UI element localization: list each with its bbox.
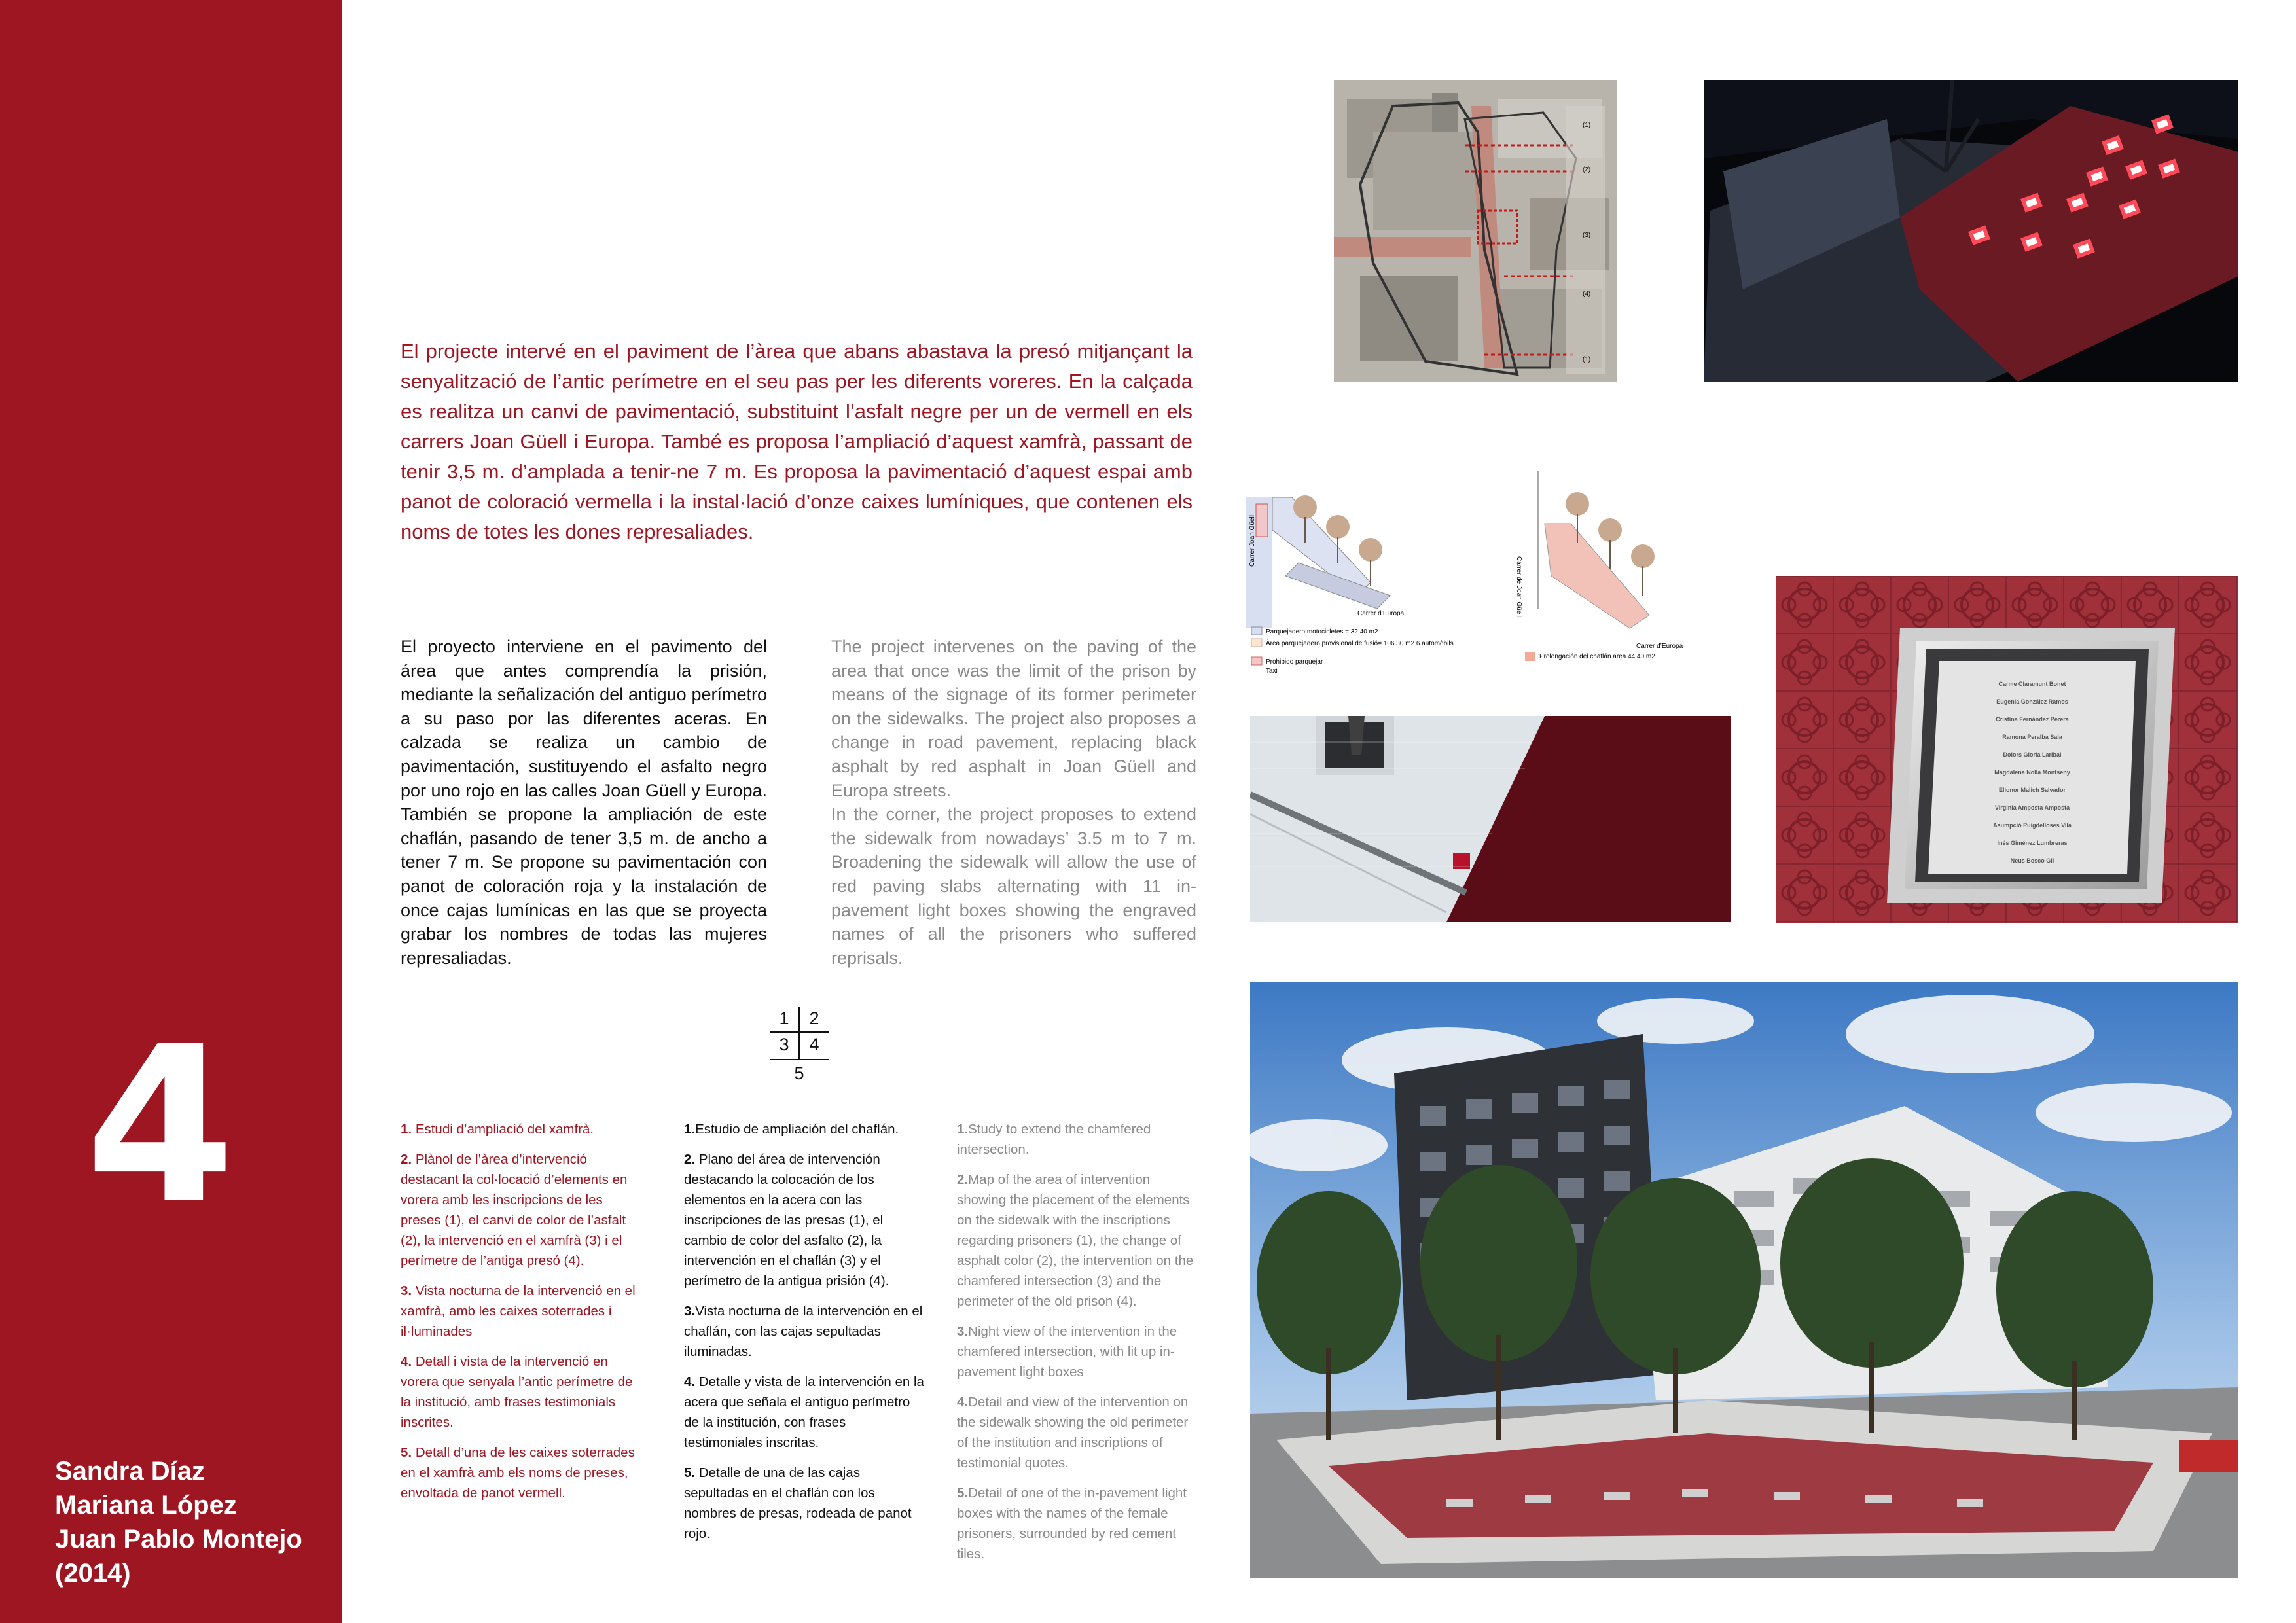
plaque-name: Inés Giménez Lumbreras	[1997, 840, 2068, 846]
caption-item: 4. Detalle y vista de la intervención en la acera que señala el antiguo perímetro de la institución, con frases testimoniales inscritas.	[684, 1374, 924, 1450]
plan-legend: Àrea parquejadero provisional de fusió= 106.30 m2 6 automòbils	[1266, 640, 1454, 647]
grid-key-vertical-line	[798, 1007, 800, 1059]
project-year: (2014)	[55, 1559, 131, 1588]
text-spanish	[401, 635, 767, 970]
map-marker: (4)	[1583, 291, 1591, 298]
plaque-name: Virginia Amposta Amposta	[1994, 804, 2070, 811]
street-label: Carrer de Joan Güell	[1515, 556, 1522, 617]
plaque-name: Carme Claramunt Bonet	[1998, 681, 2066, 687]
author-name: Sandra Díaz	[55, 1457, 205, 1486]
paragraph-english-2: In the corner, the project proposes to extend the sidewalk from nowadays’ 3.5 m to 7 m. Broadening the sidewalk will allow the use of red paving slabs alternating with 11 in-pavement light boxes showing the engraved names of all the prisoners who suffered reprisals.	[831, 804, 1196, 968]
plan-legend: Taxi	[1266, 668, 1278, 675]
caption-item: 4.Detail and view of the intervention on the sidewalk showing the old perimeter of the institution and inscriptions of testimonial quotes.	[957, 1395, 1189, 1471]
authors-list	[55, 1454, 330, 1590]
map-marker: (1)	[1583, 356, 1591, 363]
plan-study-image	[1246, 458, 1495, 677]
grid-key-4: 4	[809, 1035, 819, 1054]
map-marker: (3)	[1583, 232, 1591, 239]
sidebar-panel	[0, 0, 342, 1623]
plaque-name: Eugenia González Ramos	[1996, 698, 2068, 705]
night-view-image	[1704, 80, 2238, 382]
author-name: Mariana López	[55, 1491, 237, 1520]
figure-grid-key	[770, 1007, 829, 1085]
plaque-name: Dolors Giorla Laribal	[2003, 751, 2062, 758]
caption-item: 3.Night view of the intervention in the chamfered intersection, with lit up in-pavement light boxes	[957, 1324, 1177, 1380]
plaque-name: Neus Bosco Gil	[2010, 857, 2054, 864]
light-box-plaque-image	[1776, 576, 2238, 923]
author-name: Juan Pablo Montejo	[55, 1525, 302, 1554]
plaque-name: Ramona Peralba Sala	[2002, 734, 2062, 740]
captions-spanish	[684, 1119, 926, 1554]
grid-key-5: 5	[794, 1063, 804, 1083]
project-number: 4	[85, 1000, 229, 1251]
grid-key-1: 1	[779, 1008, 789, 1028]
grid-key-horizontal-line	[770, 1059, 829, 1060]
caption-item: 3.Vista nocturna de la intervención en el chaflán, con las cajas sepultadas iluminadas.	[684, 1304, 923, 1359]
plaque-name: Cristina Fernández Perera	[1996, 716, 2069, 722]
caption-item: 1.Study to extend the chamfered intersection.	[957, 1122, 1151, 1157]
caption-item: 5.Detail of one of the in-pavement light boxes with the names of the female prisoners, surrounded by red cement tiles.	[957, 1486, 1187, 1561]
caption-item: 1. Estudi d’ampliació del xamfrà.	[401, 1122, 594, 1137]
map-marker: (2)	[1583, 166, 1591, 173]
grid-key-3: 3	[779, 1035, 789, 1054]
captions-english	[957, 1119, 1199, 1574]
aerial-map-image	[1334, 80, 1617, 382]
sidewalk-detail-image	[1250, 716, 1731, 922]
street-render-image	[1250, 982, 2238, 1578]
caption-item: 5. Detalle de una de las cajas sepultadas en el chaflán con los nombres de presas, rodeada de panot rojo.	[684, 1465, 912, 1541]
paragraph-english-1: The project intervenes on the paving of the area that once was the limit of the prison by means of the signage of its former perimeter on the sidewalks. The project also proposes a change in road pavement, replacing black asphalt by red asphalt in Joan Güell and Europa streets.	[831, 637, 1196, 800]
caption-item: 2. Plano del área de intervención destacando la colocación de los elementos en la acera con las inscripciones de las presas (1), el cambio de color del asfalto (2), la intervención en el chaflán (3) y el perímetro de la antigua prisión (4).	[684, 1152, 889, 1289]
caption-item: 2.Map of the area of intervention showing the placement of the elements on the sidewalk with the inscriptions regarding prisoners (1), the change of asphalt color (2), the intervention on the chamfered intersection (3) and the perimeter of the old prison (4).	[957, 1172, 1194, 1309]
street-label: Carrer d’Europa	[1636, 643, 1683, 650]
caption-item: 2. Plànol de l’àrea d’intervenció destacant la col·locació d’elements en vorera amb les inscripcions de les preses (1), el canvi de color de l’asfalt (2), la intervenció en el xamfrà (3) i el perímetre de l’antiga presó (4).	[401, 1152, 628, 1268]
captions-catalan	[401, 1119, 643, 1513]
caption-item: 3. Vista nocturna de la intervenció en el xamfrà, amb les caixes soterrades i il·luminades	[401, 1283, 636, 1339]
street-label: Carrer Joan Güell	[1249, 515, 1256, 567]
caption-item: 1.Estudio de ampliación del chaflán.	[684, 1122, 899, 1137]
plan-legend: Prolongación del chaflán área 44.40 m2	[1539, 653, 1655, 660]
text-english	[831, 635, 1196, 970]
caption-item: 4. Detall i vista de la intervenció en vorera que senyala l’antic perímetre de la institució, amb frases testimonials inscrites.	[401, 1354, 633, 1430]
paragraph-spanish: El proyecto interviene en el pavimento del área que antes comprendía la prisión, mediante la señalización del antiguo perímetro a su paso por las diferentes aceras. En calzada se realiza un cambio de pavimentación, sustituyendo el asfalto negro por uno rojo en las calles Joan Güell y Europa. También se propone la ampliación de este chaflán, pasando de tener 3,5 m. de ancho a tener 7 m. Se propone su pavimentación con panot de coloración roja y la instalación de once cajas lumínicas en las que se proyecta grabar los nombres de todas las mujeres represaliadas.	[401, 637, 767, 968]
plaque-name: Asumpció Puigdelloses Vila	[1993, 822, 2072, 829]
grid-key-2: 2	[809, 1008, 819, 1028]
plan-legend: Prohibido parquejar	[1266, 658, 1323, 666]
plaque-name: Magdalena Nolla Montseny	[1994, 769, 2070, 776]
map-marker: (1)	[1583, 122, 1591, 129]
street-label: Carrer d’Europa	[1357, 610, 1405, 617]
plaque-name: Elionor Malich Salvador	[1998, 787, 2066, 793]
plan-extension-image	[1499, 458, 1748, 677]
intro-catalan: El projecte intervé en el paviment de l’àrea que abans abastava la presó mitjançant la senyalització de l’antic perímetre en el seu pas per les diferents voreres. En la calçada es realitza un canvi de pavimentació, substituint l’asfalt negre per un de vermell en els carrers Joan Güell i Europa. També es proposa l’ampliació d’aquest xamfrà, passant de tenir 3,5 m. d’amplada a tenir-ne 7 m. Es proposa la pavimentació d’aquest espai amb panot de coloració vermella i la instal·lació d’onze caixes lumíniques, que contenen els noms de totes les dones represaliades.	[401, 340, 1193, 543]
plan-legend: Parquejadero motocicletes = 32.40 m2	[1266, 628, 1378, 635]
caption-item: 5. Detall d’una de les caixes soterrades en el xamfrà amb els noms de preses, envoltada de panot vermell.	[401, 1445, 635, 1501]
